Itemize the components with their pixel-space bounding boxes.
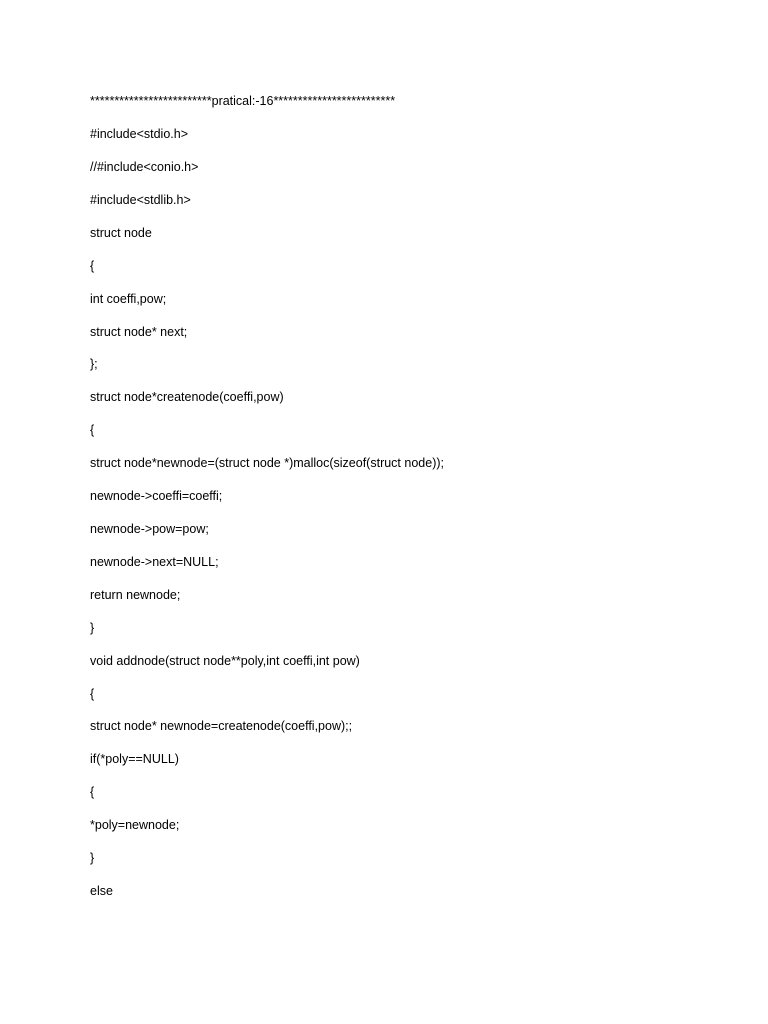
code-line: newnode->coeffi=coeffi; — [90, 489, 223, 503]
code-line: newnode->pow=pow; — [90, 522, 209, 536]
code-line: void addnode(struct node**poly,int coeffi,int pow) — [90, 654, 360, 668]
code-line: struct node — [90, 226, 152, 240]
code-line: { — [90, 785, 95, 799]
code-line: } — [90, 621, 95, 635]
code-line: #include<stdlib.h> — [90, 193, 191, 207]
code-line: return newnode; — [90, 588, 181, 602]
code-line: } — [90, 851, 95, 865]
code-line: //#include<conio.h> — [90, 160, 199, 174]
code-line: { — [90, 259, 95, 273]
code-line: { — [90, 423, 95, 437]
code-line: struct node* newnode=createnode(coeffi,pow);; — [90, 719, 353, 733]
code-line: struct node*createnode(coeffi,pow) — [90, 390, 284, 404]
code-line: if(*poly==NULL) — [90, 752, 179, 766]
code-line: struct node*newnode=(struct node *)malloc(sizeof(struct node)); — [90, 456, 444, 470]
code-line: newnode->next=NULL; — [90, 555, 219, 569]
code-line: { — [90, 687, 95, 701]
code-line: #include<stdio.h> — [90, 127, 188, 141]
code-line: int coeffi,pow; — [90, 292, 167, 306]
code-line: *poly=newnode; — [90, 818, 180, 832]
code-line: }; — [90, 357, 98, 371]
code-line: struct node* next; — [90, 325, 188, 339]
code-line-header: *************************pratical:-16************************* — [90, 94, 396, 108]
code-line: else — [90, 884, 113, 898]
